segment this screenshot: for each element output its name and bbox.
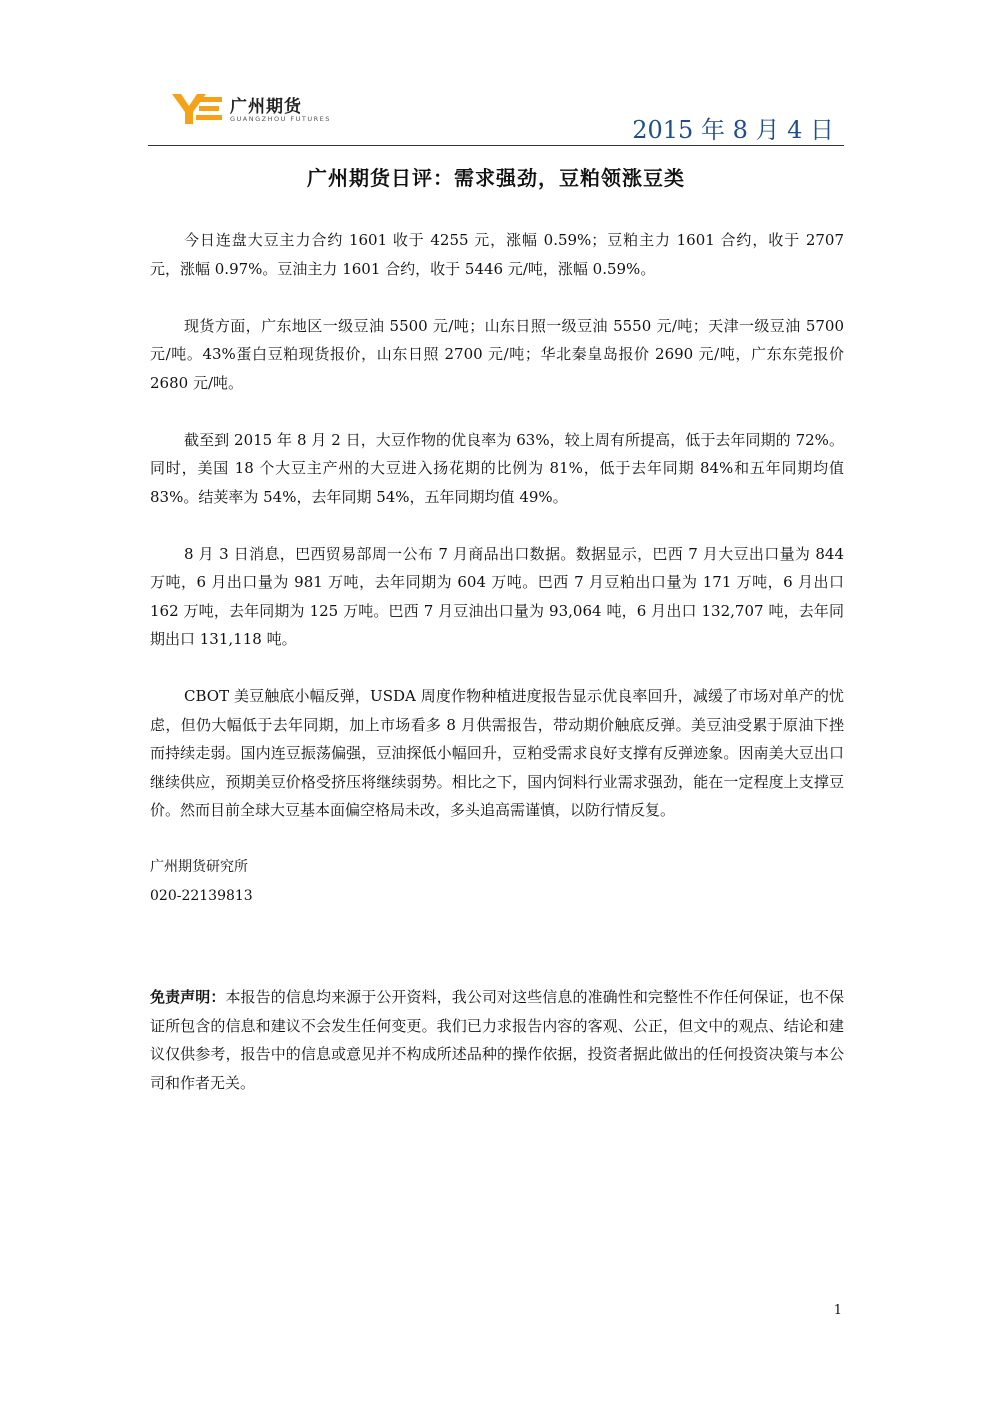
page-number: 1 xyxy=(833,1303,842,1318)
disclaimer-label: 免责声明： xyxy=(150,988,226,1006)
paragraph-crop-condition: 截至到 2015 年 8 月 2 日，大豆作物的优良率为 63%，较上周有所提高，低于去年同期的 72%。同时，美国 18 个大豆主产州的大豆进入扬花期的比例为 81%，低于去年同期 84%和五年同期均值 83%。结荚率为 54%，去年同期 54%，五年同期均值 49%。 xyxy=(150,430,844,506)
paragraph-brazil-exports: 8 月 3 日消息，巴西贸易部周一公布 7 月商品出口数据。数据显示，巴西 7 月大豆出口量为 844 万吨，6 月出口量为 981 万吨，去年同期为 604 万吨。巴西 7 月豆粕出口量为 171 万吨，6 月出口 162 万吨，去年同期为 125 万吨。巴西 7 月豆油出口量为 93,064 吨，6 月出口 132,707 吨，去年同期出口 131,118 吨。 xyxy=(150,544,844,648)
signature-org: 广州期货研究所 xyxy=(150,859,248,875)
signature-phone: 020-22139813 xyxy=(150,888,253,904)
paragraph-market-outlook: CBOT 美豆触底小幅反弹，USDA 周度作物种植进度报告显示优良率回升，减缓了市场对单产的忧虑，但仍大幅低于去年同期，加上市场看多 8 月供需报告，带动期价触底反弹。美豆油受累于原油下挫而持续走弱。国内连豆振荡偏强，豆油探低小幅回升，豆粕受需求良好支撑有反弹迹象。因南美大豆出口继续供应，预期美豆价格受挤压将继续弱势。相比之下，国内饲料行业需求强劲，能在一定程度上支撑豆价。然而目前全球大豆基本面偏空格局未改，多头追高需谨慎，以防行情反复。 xyxy=(150,687,844,819)
paragraph-spot-prices: 现货方面，广东地区一级豆油 5500 元/吨；山东日照一级豆油 5550 元/吨；天津一级豆油 5700 元/吨。43%蛋白豆粕现货报价，山东日照 2700 元/吨；华北秦皇岛报价 2690 元/吨，广东东莞报价 2680 元/吨。 xyxy=(150,316,844,392)
report-date: 2015 年 8 月 4 日 xyxy=(632,116,834,144)
logo-english-name: GUANGZHOU FUTURES xyxy=(230,115,331,123)
disclaimer xyxy=(150,983,844,1097)
paragraph-futures-close: 今日连盘大豆主力合约 1601 收于 4255 元，涨幅 0.59%；豆粕主力 1601 合约，收于 2707 元，涨幅 0.97%。豆油主力 1601 合约，收于 5446 元/吨，涨幅 0.59%。 xyxy=(150,231,844,278)
header-divider xyxy=(148,145,844,146)
report-body xyxy=(150,226,844,1097)
signature-block xyxy=(150,853,844,911)
company-logo xyxy=(172,90,342,130)
logo-mark-icon xyxy=(172,92,224,126)
disclaimer-text: 本报告的信息均来源于公开资料，我公司对这些信息的准确性和完整性不作任何保证，也不保证所包含的信息和建议不会发生任何变更。我们已力求报告内容的客观、公正，但文中的观点、结论和建议仅供参考，报告中的信息或意见并不构成所述品种的操作依据，投资者据此做出的任何投资决策与本公司和作者无关。 xyxy=(150,988,844,1092)
logo-chinese-name: 广州期货 xyxy=(230,97,302,117)
report-title: 广州期货日评：需求强劲，豆粕领涨豆类 xyxy=(307,166,685,190)
